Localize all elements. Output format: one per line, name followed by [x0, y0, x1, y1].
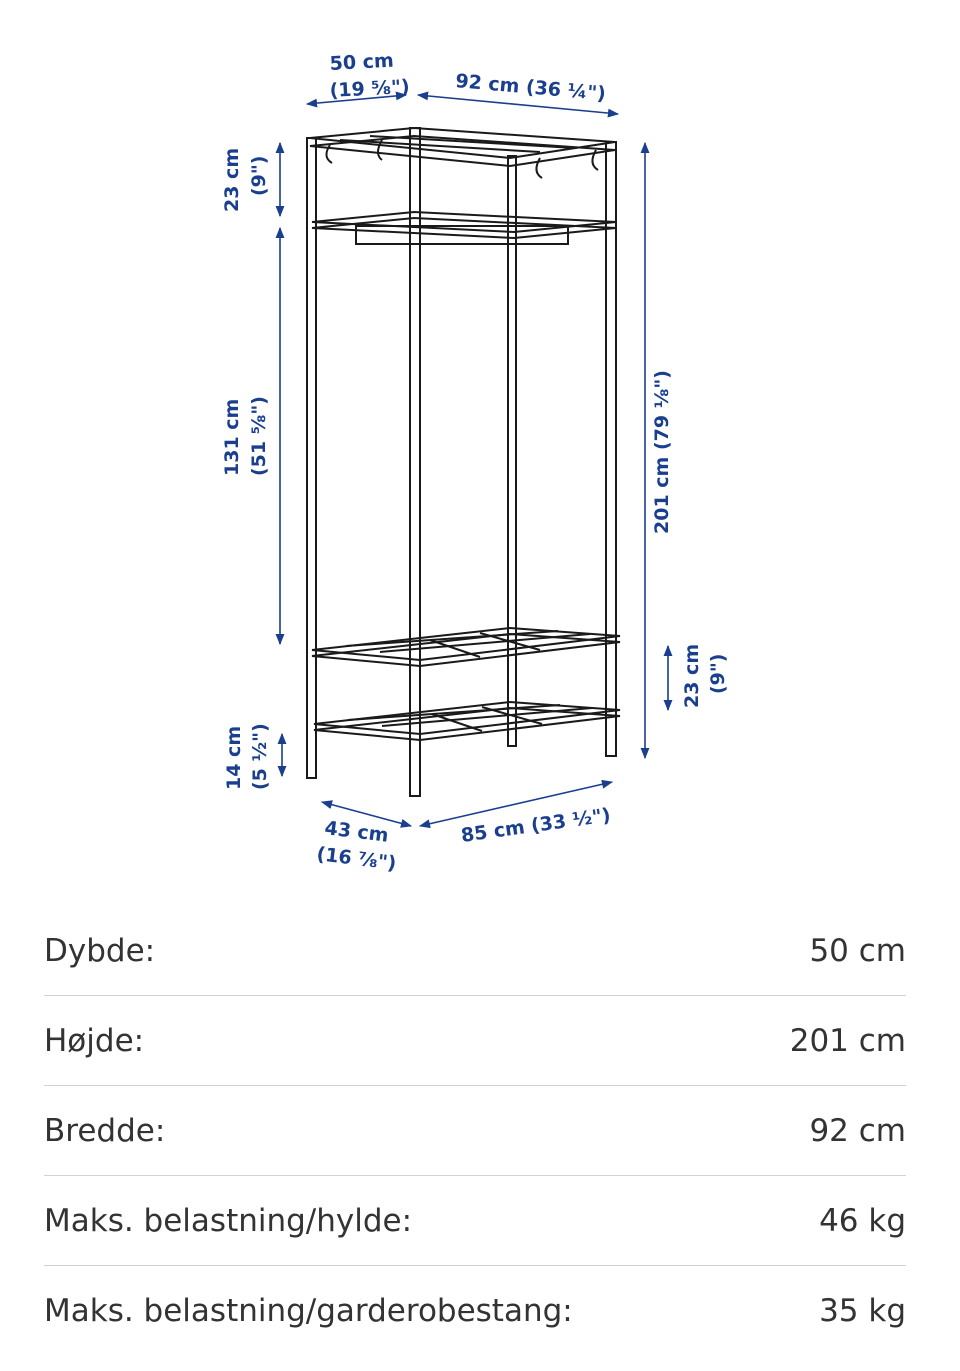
bottom-shelf-edge [314, 708, 620, 740]
bottom-shelf-wire [432, 714, 482, 731]
rack-post-back-left [307, 138, 316, 778]
lower-shelf-edge [312, 634, 620, 666]
second-shelf-edge [312, 218, 616, 238]
hang-height-inch-label: (51 ⅝") [248, 396, 270, 476]
shelf-rack-drawing [307, 128, 620, 796]
hang-height-label: 131 cm [221, 398, 243, 476]
depth-top-inch-label: (19 ⅝") [329, 75, 411, 102]
top-gap-label: 23 cm [221, 147, 243, 212]
total-height-label: 201 cm (79 ⅛") [651, 370, 673, 534]
top-shelf [310, 128, 615, 158]
lower-shelf-wire [430, 640, 480, 657]
spec-row-max-load-shelf [44, 1176, 906, 1266]
spec-value: 35 kg [819, 1292, 906, 1329]
specifications-list [44, 906, 906, 1355]
spec-row-height [44, 996, 906, 1086]
spec-label: Maks. belastning/hylde: [44, 1202, 413, 1239]
spec-value: 201 cm [789, 1022, 906, 1059]
spec-label: Maks. belastning/garderobestang: [44, 1292, 573, 1329]
spec-row-max-load-rail [44, 1266, 906, 1355]
spec-value: 50 cm [809, 932, 906, 969]
depth-top-label: 50 cm [329, 49, 395, 75]
depth-bottom-inch-label: (16 ⅞") [315, 843, 398, 875]
spec-row-width [44, 1086, 906, 1176]
spec-row-depth [44, 906, 906, 996]
shelf-gap-inch-label: (9") [707, 653, 729, 694]
bottom-height-inch-label: (5 ½") [249, 723, 271, 790]
width-bottom-label: 85 cm (33 ½") [459, 804, 612, 847]
depth-bottom-label: 43 cm [323, 817, 390, 847]
width-top-label: 92 cm (36 ¼") [454, 70, 607, 106]
spec-value: 46 kg [819, 1202, 906, 1239]
spec-value: 92 cm [809, 1112, 906, 1149]
second-shelf [312, 212, 616, 232]
shelf-gap-label: 23 cm [681, 643, 703, 708]
spec-label: Højde: [44, 1022, 145, 1059]
spec-label: Dybde: [44, 932, 156, 969]
bottom-height-label: 14 cm [223, 725, 245, 790]
spec-label: Bredde: [44, 1112, 166, 1149]
rack-post-front-right [606, 142, 616, 756]
top-gap-inch-label: (9") [248, 155, 270, 196]
